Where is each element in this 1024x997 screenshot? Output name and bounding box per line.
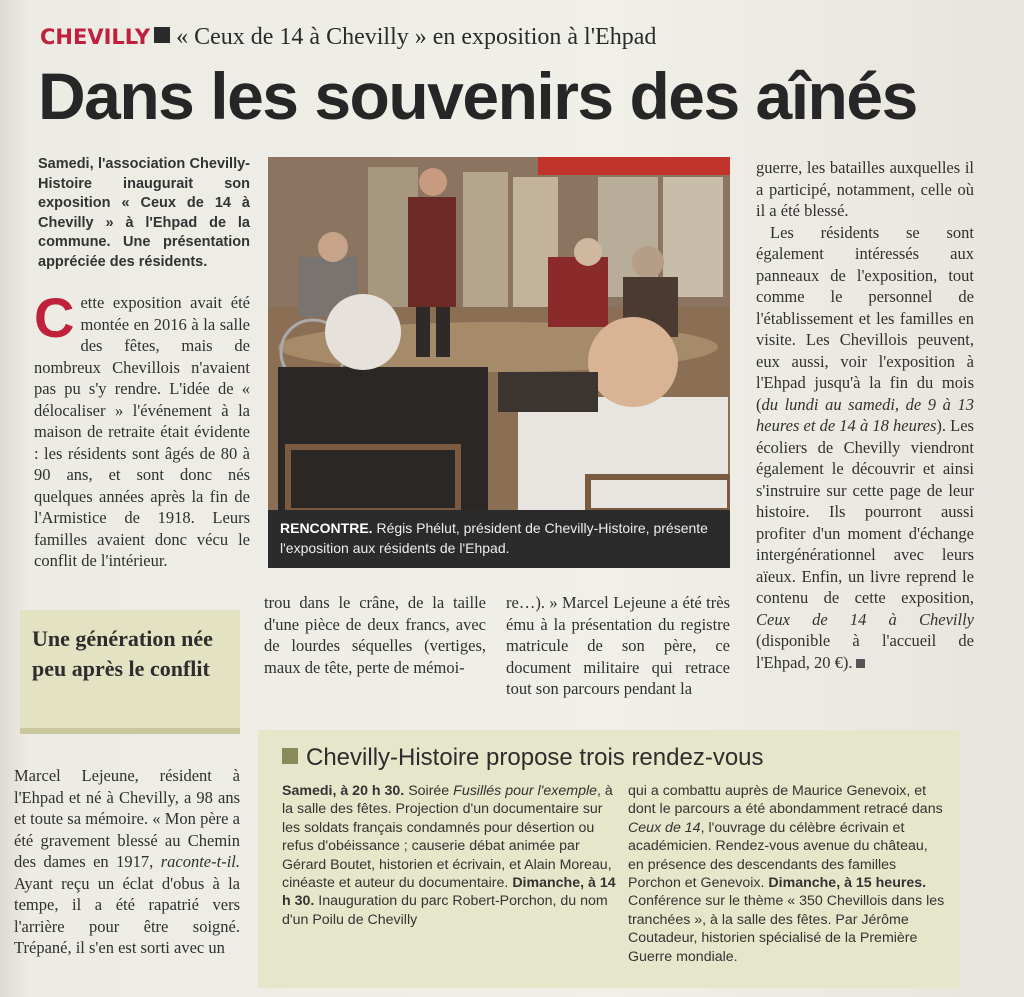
event-2-description: Inauguration du parc Robert-Porchon, du nom d'un Poilu de Chevilly xyxy=(282,893,608,928)
article-title: Dans les souvenirs des aînés xyxy=(38,59,917,133)
photo-caption xyxy=(268,510,730,568)
column-4-paragraph-2a: Les résidents se sont également intéressés aux panneaux de l'exposition, tout comme le personnel de l'établissement et les familles en visite. Les Chevillois peuvent, eux aussi, voir l'exposition à l'Ehpad jusqu'à la fin du mois ( xyxy=(756,222,974,414)
column-3: re…). » Marcel Lejeune a été très ému à la présentation du registre matricule de son père, ce document militaire qui retrace tout son parcours pendant la xyxy=(506,593,730,698)
event-2-continued: qui a combattu auprès de Maurice Genevoix, et dont le parcours a été abondamment retracé dans xyxy=(628,783,943,818)
events-sidebar xyxy=(258,730,960,988)
subhead-box-bar xyxy=(20,728,240,734)
sidebar-right-column xyxy=(628,782,946,966)
section-city: CHEVILLY xyxy=(40,25,151,49)
event-1-film-title: Fusillés pour l'exemple xyxy=(453,783,598,799)
end-mark-icon xyxy=(856,659,865,668)
caption-text: Régis Phélut, président de Chevilly-Histoire, présente l'exposition aux résidents de l'Ehpad. xyxy=(280,520,708,556)
opening-hours: du lundi au samedi, de 9 à 13 heures et de 14 à 18 heures xyxy=(756,394,974,435)
subhead-box xyxy=(20,610,240,728)
paragraph-2c: Ayant reçu un éclat d'obus à la tempe, il a été rapatrié vers l'arrière pour être soigné. Trépané, il s'en est sorti avec un xyxy=(14,873,240,957)
kicker-headline: « Ceux de 14 à Chevilly » en exposition à l'Ehpad xyxy=(176,24,657,50)
column-4-paragraph-1: guerre, les batailles auxquelles il a participé, notamment, celle où il a été blessé. xyxy=(756,158,974,220)
column-4 xyxy=(756,157,974,673)
event-1-intro: Soirée xyxy=(404,783,454,799)
sidebar-left-column xyxy=(282,782,618,929)
square-bullet-icon xyxy=(282,748,298,764)
square-bullet-icon xyxy=(154,27,170,43)
sidebar-title xyxy=(282,744,764,772)
column-4-paragraph-2c: ). Les écoliers de Chevilly viendront également le découvrir et ainsi s'instruire sur cette page de leur histoire. Ils pourront aussi profiter d'un moment d'échange intergénérationnel avec leurs aïeux. Enfin, un livre reprend le contenu de cette exposition, xyxy=(756,416,974,607)
event-3-time: Dimanche, à 15 heures. xyxy=(768,875,927,892)
article-lead: Samedi, l'association Chevilly-Histoire inaugurait son exposition « Ceux de 14 à Chevilly » à l'Ehpad de la commune. Une présentation appréciée des résidents. xyxy=(38,156,250,270)
drop-cap: C xyxy=(34,286,75,349)
column-1-continued xyxy=(14,765,240,959)
sidebar-title-text: Chevilly-Histoire propose trois rendez-vous xyxy=(306,744,764,771)
event-2-location: , l'ouvrage du célèbre écrivain et académicien. Rendez-vous avenue du château, en présence des descendants des familles Porchon et Genevoix. xyxy=(628,819,928,892)
paragraph-1: ette exposition avait été montée en 2016 à la salle des fêtes, mais de nombreux Chevillois n'avaient pas pu s'y rendre. L'idée de « délocaliser » l'événement à la maison de retraite était évidente : les résidents sont âgés de 80 à 90 ans, et sont donc nés quelques années après la fin de l'Armistice de 1918. Leurs familles avaient donc vécu le conflit de l'intérieur. xyxy=(34,293,250,570)
event-2-time: Dimanche, à 14 h 30. xyxy=(282,875,616,910)
event-3-description: Conférence sur le thème « 350 Chevillois dans les tranchées », à la salle des fêtes. Par Jérôme Coutadeur, historien spécialisé de la Première Guerre mondiale. xyxy=(628,893,945,965)
event-1-time: Samedi, à 20 h 30. xyxy=(282,783,405,799)
paragraph-2a: Marcel Lejeune, résident à l'Ehpad et né à Chevilly, a 98 ans et toute sa mémoire. « Mon père a été gravement blessé au Chemin des dames en 1917, xyxy=(14,766,240,871)
photo-illustration xyxy=(268,157,730,511)
book-title-ceux-de-14: Ceux de 14 xyxy=(628,819,701,836)
column-4-paragraph-2e: (disponible à l'accueil de l'Ehpad, 20 €). xyxy=(756,631,974,672)
bleed-through-text xyxy=(915,20,1024,150)
event-1-description: , à la salle des fêtes. Projection d'un documentaire sur les soldats français condamnés pour désertion ou refus d'obéissance ; causerie débat animée par Gérard Boutet, historien et écrivain, et Alain Moreau, cinéaste et auteur du documentaire. xyxy=(282,783,613,892)
kicker xyxy=(40,22,656,51)
book-title: Ceux de 14 à Chevilly xyxy=(756,609,974,629)
subhead: Une génération née peu après le conflit xyxy=(32,626,213,681)
column-2: trou dans le crâne, de la taille d'une pièce de deux francs, avec de lourdes séquelles (vertiges, maux de tête, perte de mémoi- xyxy=(264,593,486,677)
column-1 xyxy=(34,286,250,572)
paragraph-2b: raconte-t-il. xyxy=(160,852,240,871)
article-photo xyxy=(268,157,730,511)
caption-label: RENCONTRE. xyxy=(280,520,373,536)
